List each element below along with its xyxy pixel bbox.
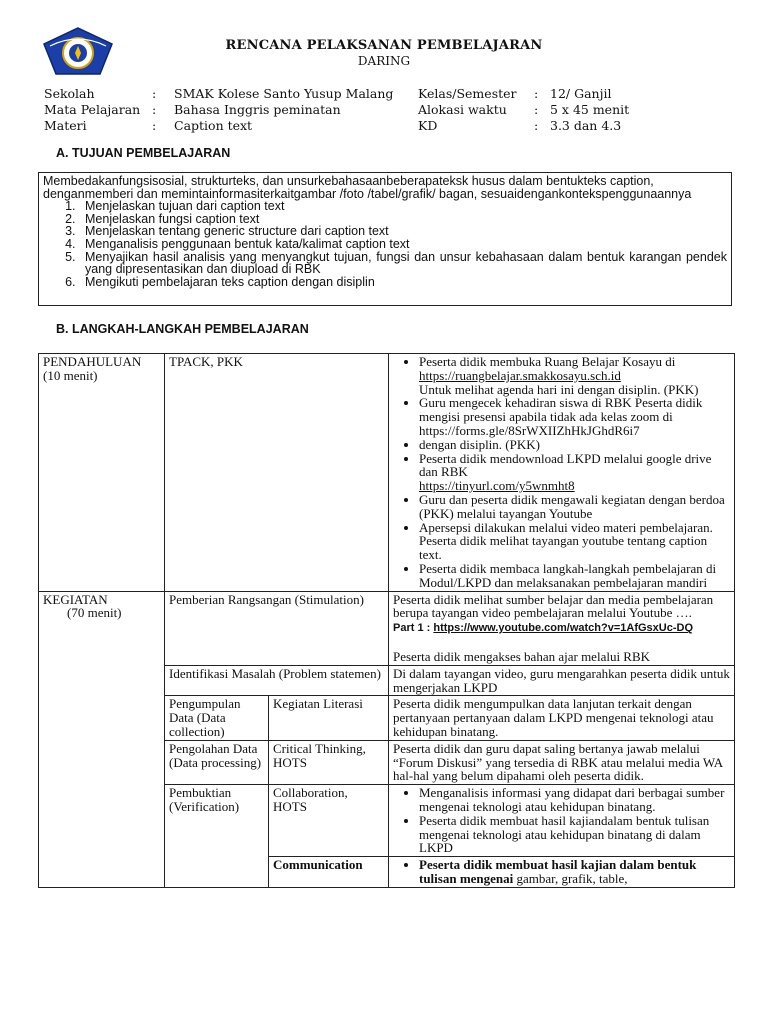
- section-b-heading: B. LANGKAH-LANGKAH PEMBELAJARAN: [56, 322, 309, 336]
- processing-sub: Critical Thinking, HOTS: [269, 740, 389, 784]
- objective-item: 4. Menganalisis penggunaan bentuk kata/kalimat caption text: [79, 238, 727, 251]
- communication-list: [393, 858, 730, 886]
- info-label-kd: KD: [418, 118, 438, 133]
- stimulation-text-cell: [389, 591, 735, 665]
- processing-label: Pengolahan Data (Data processing): [165, 740, 269, 784]
- objective-item: 5. Menyajikan hasil analisis yang menyangkut tujuan, fungsi dan unsur kebahasaan dalam bentuk karangan pendek yang dipresentasikan dan diupload di RBK: [79, 251, 727, 276]
- processing-text: Peserta didik dan guru dapat saling bertanya jawab melalui “Forum Diskusi” yang tersedia di RBK atau melalui media WA hal-hal yang belum dipahami oleh peserta didik.: [389, 740, 735, 784]
- table-row: [39, 591, 735, 665]
- list-item: • Menganalisis informasi yang didapat dari berbagai sumber mengenai teknologi atau kehidupan binatang.: [419, 786, 730, 814]
- pendahuluan-list: [393, 355, 730, 590]
- stimulation-text: Peserta didik melihat sumber belajar dan media pembelajaran berupa tayangan video pembelajaran melalui Youtube ….: [393, 591, 714, 621]
- objectives-list: [43, 200, 727, 288]
- page-subtitle: DARING: [357, 54, 411, 68]
- pendahuluan-activities: [389, 354, 735, 592]
- communication-rest: gambar, grafik, table,: [513, 870, 628, 886]
- info-sep: :: [152, 86, 157, 101]
- list-item: • Peserta didik membaca langkah-langkah pembelajaran di Modul/LKPD dan melaksanakan pembelajaran mandiri: [419, 562, 730, 590]
- info-label-kelas: Kelas/Semester: [418, 86, 517, 101]
- section-a-heading: A. TUJUAN PEMBELAJARAN: [56, 146, 231, 160]
- info-left: [44, 86, 394, 134]
- problem-label: Identifikasi Masalah (Problem statemen): [165, 665, 389, 696]
- kegiatan-title: KEGIATAN: [43, 591, 108, 607]
- pendahuluan-duration: (10 menit): [43, 367, 98, 383]
- verification-sub: Collaboration, HOTS: [269, 785, 389, 857]
- rbk-link[interactable]: https://ruangbelajar.smakkosayu.sch.id: [419, 367, 621, 383]
- info-value-sekolah: SMAK Kolese Santo Yusup Malang: [174, 86, 394, 101]
- list-item: • dengan disiplin. (PKK): [419, 438, 730, 452]
- objectives-intro: Membedakanfungsisosial, strukturteks, dan unsurkebahasaanbeberapateksk husus dalam bentukteks caption, denganmemberi dan memintainformasiterkaitgambar /foto /tabel/grafik/ bagan, sesuaidengankontekspenggunaannya: [43, 174, 692, 201]
- collection-label: Pengumpulan Data (Data collection): [165, 696, 269, 740]
- info-sep: :: [152, 102, 157, 117]
- list-item: [419, 858, 730, 886]
- lkpd-link[interactable]: https://tinyurl.com/y5wnmht8: [419, 478, 575, 494]
- kegiatan-cell: [39, 591, 165, 887]
- objective-item: 2. Menjelaskan fungsi caption text: [79, 213, 727, 226]
- problem-text: Di dalam tayangan video, guru mengarahkan peserta didik untuk mengerjakan LKPD: [389, 665, 735, 696]
- list-item: [419, 452, 730, 493]
- table-row: [39, 354, 735, 592]
- info-label-materi: Materi: [44, 118, 87, 133]
- kegiatan-duration: (70 menit): [67, 605, 122, 621]
- objectives-box: [38, 172, 732, 306]
- stimulation-after: Peserta didik mengakses bahan ajar melalui RBK: [393, 648, 651, 664]
- part-label: Part 1 :: [393, 622, 434, 635]
- info-value-mapel: Bahasa Inggris peminatan: [174, 102, 341, 117]
- pendahuluan-title: PENDAHULUAN: [43, 354, 142, 369]
- info-sep: :: [152, 118, 157, 133]
- list-item: • Guru dan peserta didik mengawali kegiatan dengan berdoa (PKK) melalui tayangan Youtube: [419, 493, 730, 521]
- page-title: RENCANA PELAKSANAN PEMBELAJARAN: [225, 38, 543, 53]
- info-label-mapel: Mata Pelajaran: [44, 102, 141, 117]
- collection-text: Peserta didik mengumpulkan data lanjutan terkait dengan pertanyaan pertanyaan dalam LKPD mengenai teknologi atau kehidupan binatang.: [389, 696, 735, 740]
- info-value-kelas: 12/ Ganjil: [550, 86, 612, 101]
- info-label-alokasi: Alokasi waktu: [418, 102, 507, 117]
- communication-cell: [389, 857, 735, 888]
- stimulation-label: Pemberian Rangsangan (Stimulation): [165, 591, 389, 665]
- list-item: • Peserta didik membuat hasil kajiandalam bentuk tulisan mengenai teknologi atau kehidupan binatang di dalam LKPD: [419, 814, 730, 855]
- info-sep: :: [534, 86, 539, 101]
- list-item-text: Peserta didik membuka Ruang Belajar Kosayu di: [419, 354, 676, 369]
- pendahuluan-cell: [39, 354, 165, 592]
- youtube-link[interactable]: https://www.youtube.com/watch?v=1AfGsxUc-DQ: [433, 622, 694, 635]
- list-item: • Apersepsi dilakukan melalui video materi pembelajaran. Peserta didik melihat tayangan youtube tentang caption text.: [419, 521, 730, 562]
- list-item: [419, 355, 730, 396]
- info-value-alokasi: 5 x 45 menit: [550, 102, 630, 117]
- verification-list: [393, 786, 730, 855]
- objective-item: 1. Menjelaskan tujuan dari caption text: [79, 200, 727, 213]
- steps-table: [38, 353, 735, 888]
- objective-item: 3. Menjelaskan tentang generic structure dari caption text: [79, 225, 727, 238]
- info-value-materi: Caption text: [174, 118, 253, 133]
- communication-bold: Peserta didik membuat hasil kajian dalam bentuk tulisan mengenai: [419, 857, 697, 886]
- collection-sub: Kegiatan Literasi: [269, 696, 389, 740]
- info-right: [418, 86, 718, 134]
- list-item-text: Peserta didik mendownload LKPD melalui google drive dan RBK: [419, 450, 712, 480]
- objective-item: 6. Mengikuti pembelajaran teks caption dengan disiplin: [79, 276, 727, 289]
- info-label-sekolah: Sekolah: [44, 86, 95, 101]
- info-value-kd: 3.3 dan 4.3: [550, 118, 622, 133]
- verification-label: Pembuktian (Verification): [165, 785, 269, 888]
- communication-sub: Communication: [269, 857, 389, 888]
- list-item-text: Untuk melihat agenda hari ini dengan disiplin. (PKK): [419, 381, 699, 397]
- tpack-cell: TPACK, PKK: [165, 354, 389, 592]
- info-sep: :: [534, 102, 539, 117]
- list-item: • Guru mengecek kehadiran siswa di RBK Peserta didik mengisi presensi apabila tidak ada kelas zoom di https://forms.gle/8SrWXIIZhHkJGhdR6i7: [419, 396, 730, 437]
- verification-cell: [389, 785, 735, 857]
- info-sep: :: [534, 118, 539, 133]
